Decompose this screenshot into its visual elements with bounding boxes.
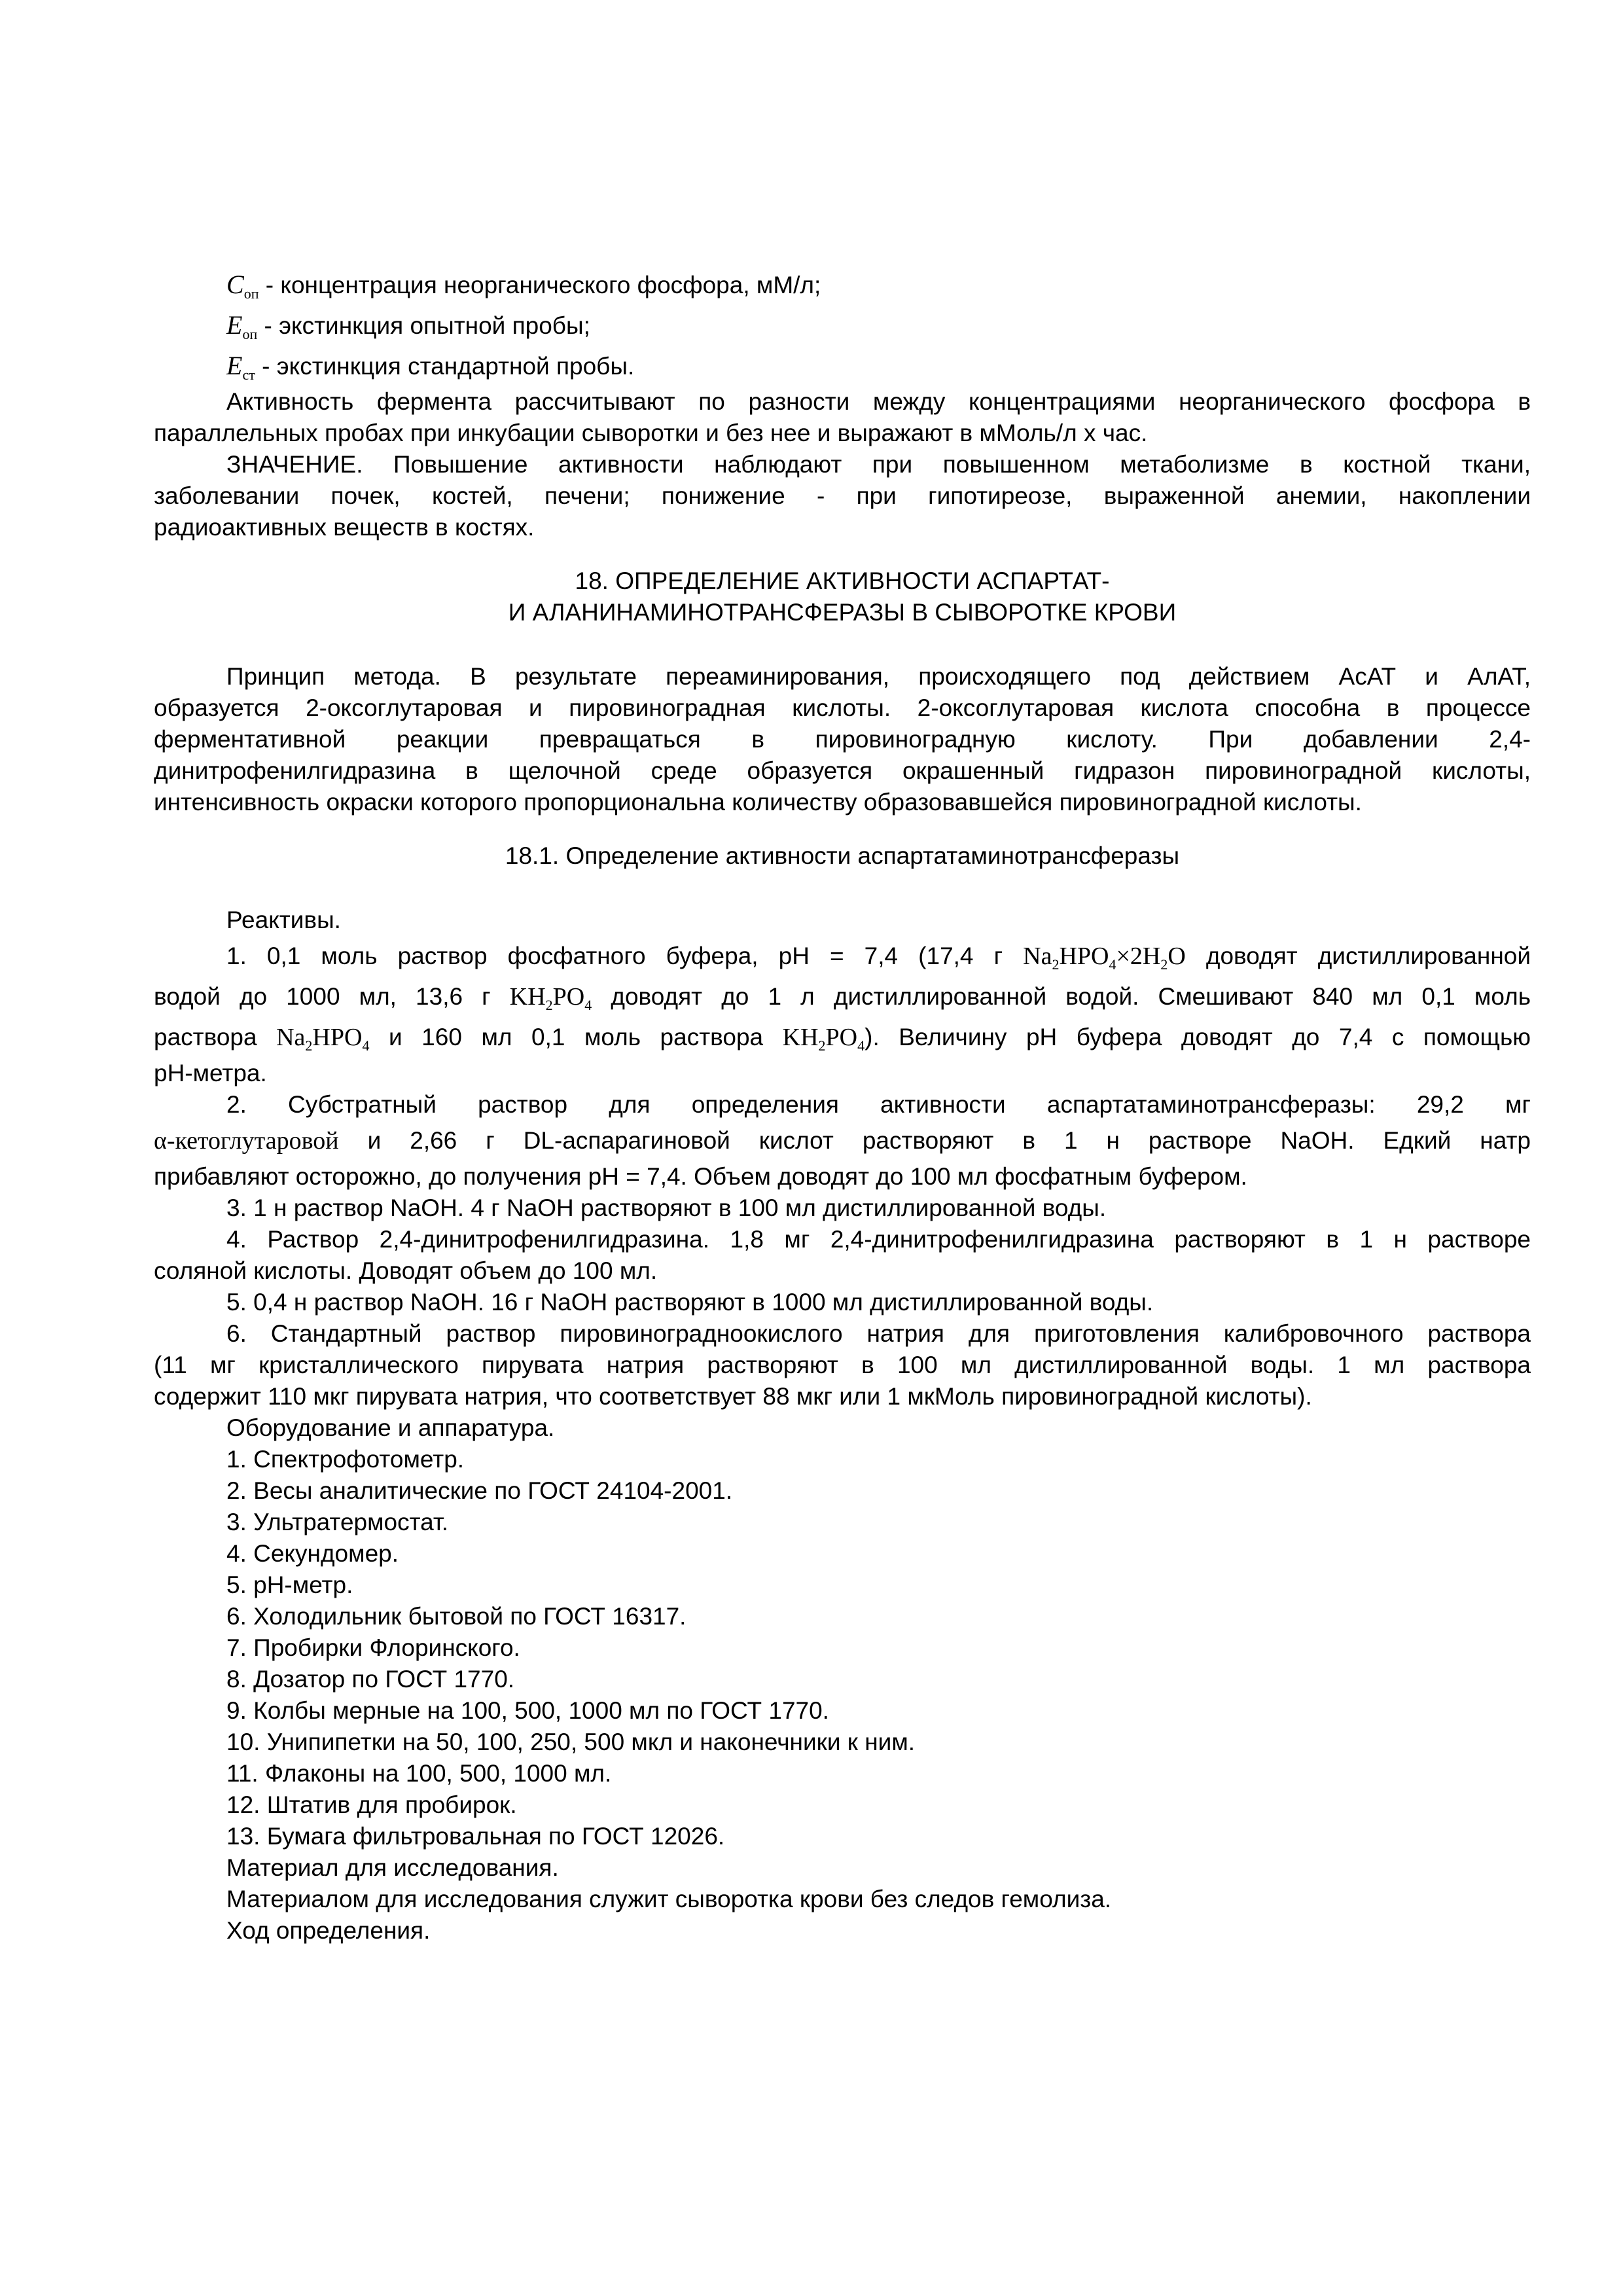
- reagent-line: 5. 0,4 н раствор NaOH. 16 г NaOH растворяют в 1000 мл дистиллированной воды.: [226, 1289, 1154, 1316]
- material-heading: Материал для исследования.: [226, 1854, 559, 1881]
- paragraph-line: ферментативной реакции превращаться в пировиноградную кислоту. При добавлении 2,4-: [154, 726, 1531, 753]
- formula-subscript: 4: [857, 1037, 865, 1054]
- formula-na2hpo4: [276, 1024, 370, 1054]
- formula-part: O: [1168, 942, 1186, 970]
- formula-subscript: 2: [818, 1037, 826, 1054]
- subsection-title: 18.1. Определение активности аспартатаминотрансферазы: [505, 842, 1180, 869]
- formula-subscript: 2: [305, 1037, 313, 1054]
- paragraph-line: Принцип метода. В результате переаминирования, происходящего под действием АсАТ и АлАТ,: [226, 663, 1531, 690]
- formula-part: KH: [509, 983, 546, 1011]
- paragraph-line: интенсивность окраски которого пропорциональна количеству образовавшейся пировиноградной кислоты.: [154, 789, 1362, 816]
- reagent-line: 6. Стандартный раствор пировиноградноокислого натрия для приготовления калибровочного раствора: [226, 1320, 1531, 1347]
- legend-item: [154, 264, 1531, 305]
- reagents-rest: [154, 1193, 1531, 1412]
- formula-subscript: 4: [584, 997, 592, 1013]
- paragraph-line: образуется 2-оксоглутаровая и пировиноградная кислоты. 2-оксоглутаровая кислота способна в процессе: [154, 694, 1531, 721]
- legend-symbol-subscript: ст: [242, 367, 255, 383]
- material-text: Материалом для исследования служит сыворотка крови без следов гемолиза.: [226, 1886, 1112, 1912]
- reagent-text: и 160 мл 0,1 моль раствора: [369, 1024, 783, 1050]
- reagent-line: [154, 1017, 1531, 1058]
- section-title-line: И АЛАНИНАМИНОТРАНСФЕРАЗЫ В СЫВОРОТКЕ КРОВИ: [508, 599, 1177, 626]
- equipment-item: 13. Бумага фильтровальная по ГОСТ 12026.: [226, 1823, 725, 1850]
- legend-symbol: E: [226, 310, 243, 340]
- reagent-2: [154, 1089, 1531, 1193]
- paragraph-line: параллельных пробах при инкубации сыворотки и без нее и выражают в мМоль/л х час.: [154, 420, 1148, 446]
- equipment-item: 4. Секундомер.: [226, 1540, 399, 1567]
- section-title-line: 18. ОПРЕДЕЛЕНИЕ АКТИВНОСТИ АСПАРТАТ-: [575, 567, 1110, 594]
- equipment-list: [154, 1444, 1531, 1852]
- formula-part: HPO: [1059, 942, 1109, 970]
- spacer: [154, 872, 1531, 905]
- equipment-item: 11. Флаконы на 100, 500, 1000 мл.: [226, 1760, 612, 1787]
- legend-symbol: E: [226, 351, 243, 380]
- paragraph-meaning: [154, 449, 1531, 543]
- formula-na2hpo4-2h2o: [1023, 942, 1186, 973]
- reagent-text: раствора: [154, 1024, 277, 1050]
- formula-kh2po4: [782, 1024, 865, 1054]
- reagent-line: прибавляют осторожно, до получения рН = 7,4. Объем доводят до 100 мл фосфатным буфером.: [154, 1163, 1247, 1190]
- reagent-text: водой до 1000 мл, 13,6 г: [154, 983, 510, 1010]
- equipment-item: 10. Унипипетки на 50, 100, 250, 500 мкл и наконечники к ним.: [226, 1729, 916, 1755]
- formula-part: PO: [825, 1024, 858, 1051]
- equipment-item: 7. Пробирки Флоринского.: [226, 1634, 520, 1661]
- reagent-line: 4. Раствор 2,4-динитрофенилгидразина. 1,8 мг 2,4-динитрофенилгидразина растворяют в 1 н растворе: [226, 1226, 1531, 1253]
- spacer: [154, 818, 1531, 840]
- equipment-item: 6. Холодильник бытовой по ГОСТ 16317.: [226, 1603, 687, 1630]
- paragraph-line: заболевании почек, костей, печени; понижение - при гипотиреозе, выраженной анемии, накоплении: [154, 482, 1531, 509]
- reagent-line: соляной кислоты. Доводят объем до 100 мл.: [154, 1257, 658, 1284]
- equipment-item: 3. Ультратермостат.: [226, 1509, 449, 1535]
- formula-subscript: 2: [1052, 956, 1060, 973]
- reagent-text: и 2,66 г DL-аспарагиновой кислот растворяют в 1 н растворе NaOH. Едкий натр: [338, 1127, 1531, 1154]
- equipment-item: 8. Дозатор по ГОСТ 1770.: [226, 1666, 515, 1693]
- formula-subscript: 4: [1109, 956, 1116, 973]
- reagent-1: [154, 936, 1531, 1089]
- equipment-item: 1. Спектрофотометр.: [226, 1446, 465, 1473]
- reagent-text: 1. 0,1 моль раствор фосфатного буфера, рН = 7,4 (17,4 г: [226, 942, 1024, 969]
- reagent-text: доводят до 1 л дистиллированной водой. Смешивают 840 мл 0,1 моль: [592, 983, 1531, 1010]
- equipment-heading: Оборудование и аппаратура.: [226, 1414, 555, 1441]
- equipment-item: 12. Штатив для пробирок.: [226, 1791, 517, 1818]
- formula-subscript: 4: [362, 1037, 370, 1054]
- formula-kh2po4: [510, 983, 592, 1011]
- reagent-line: (11 мг кристаллического пирувата натрия растворяют в 100 мл дистиллированной воды. 1 мл раствора: [154, 1352, 1531, 1378]
- formula-alpha-ketoglutaric: α-кетоглутаровой: [154, 1127, 339, 1155]
- formula-part: PO: [552, 983, 585, 1011]
- reagent-line: 2. Субстратный раствор для определения активности аспартатаминотрансферазы: 29,2 мг: [226, 1091, 1531, 1118]
- legend-item: [154, 305, 1531, 346]
- reagent-line: 3. 1 н раствор NaOH. 4 г NaOH растворяют в 100 мл дистиллированной воды.: [226, 1194, 1107, 1221]
- equipment-item: 9. Колбы мерные на 100, 500, 1000 мл по ГОСТ 1770.: [226, 1697, 829, 1724]
- reagents-heading: Реактивы.: [226, 906, 341, 933]
- legend-item: [154, 346, 1531, 386]
- equipment-item: 5. рН-метр.: [226, 1571, 353, 1598]
- reagent-text: ). Величину рН буфера доводят до 7,4 с помощью: [865, 1024, 1531, 1050]
- formula-subscript: 2: [545, 997, 553, 1013]
- paragraph-line: динитрофенилгидразина в щелочной среде образуется окрашенный гидразон пировиноградной кислоты,: [154, 757, 1531, 784]
- legend-symbol-subscript: оп: [243, 285, 259, 302]
- reagent-line: [154, 936, 1531, 977]
- procedure-heading: Ход определения.: [226, 1917, 431, 1944]
- section-title: [154, 565, 1531, 628]
- equipment-item: 2. Весы аналитические по ГОСТ 24104-2001.: [226, 1477, 733, 1504]
- legend-symbol: C: [226, 270, 244, 299]
- paragraph-activity: [154, 386, 1531, 449]
- formula-part: Na: [276, 1024, 306, 1051]
- paragraph-line: Активность фермента рассчитывают по разности между концентрациями неорганического фосфора в: [226, 388, 1531, 415]
- legend-symbol-subscript: оп: [242, 326, 258, 342]
- paragraph-line: ЗНАЧЕНИЕ. Повышение активности наблюдают при повышенном метаболизме в костной ткани,: [226, 451, 1531, 478]
- text-column: [154, 264, 1531, 1946]
- formula-part: Na: [1023, 942, 1052, 970]
- reagent-line: [154, 977, 1531, 1017]
- legend-text: - концентрация неорганического фосфора, мМ/л;: [259, 272, 821, 298]
- formula-part: HPO: [312, 1024, 363, 1051]
- formula-part: KH: [782, 1024, 819, 1051]
- reagent-line: рН-метра.: [154, 1060, 267, 1086]
- reagent-line: [154, 1121, 1531, 1161]
- paragraph-line: радиоактивных веществ в костях.: [154, 514, 535, 541]
- legend-text: - экстинкция опытной пробы;: [257, 312, 590, 339]
- paragraph-principle: [154, 661, 1531, 818]
- reagent-text: доводят дистиллированной: [1185, 942, 1531, 969]
- legend-text: - экстинкция стандартной пробы.: [255, 353, 635, 380]
- reagent-line: содержит 110 мкг пирувата натрия, что соответствует 88 мкг или 1 мкМоль пировиноградной кислоты).: [154, 1383, 1312, 1410]
- formula-subscript: 2: [1160, 956, 1168, 973]
- spacer: [154, 628, 1531, 661]
- spacer: [154, 543, 1531, 565]
- formula-part: ×2H: [1116, 942, 1161, 970]
